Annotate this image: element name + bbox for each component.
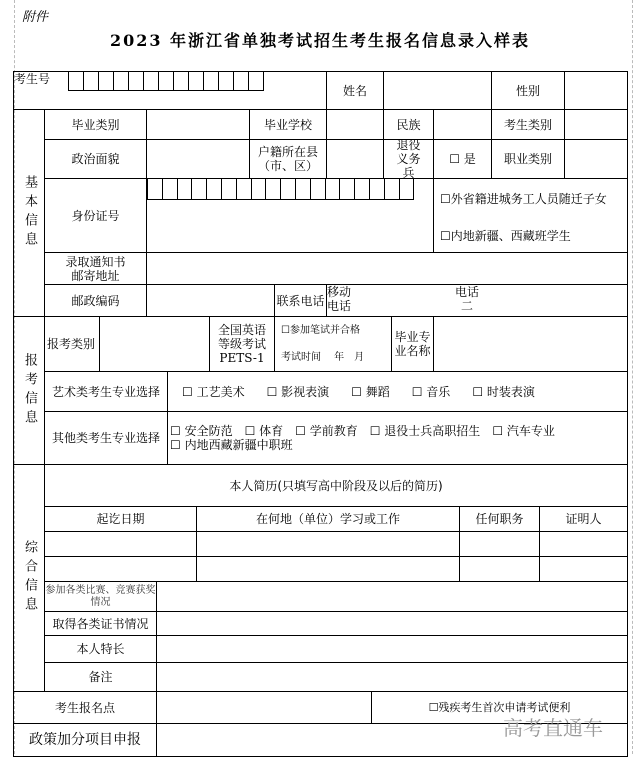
certs-input[interactable] [156, 611, 628, 636]
grad-school-label: 毕业学校 [249, 109, 327, 140]
ethnicity-label: 民族 [383, 109, 434, 140]
id-no-digit-box[interactable] [384, 179, 400, 200]
major-option-checkbox[interactable]: ☐ 退役士兵高职招生 [369, 424, 481, 438]
id-no-digit-box[interactable] [399, 179, 415, 200]
exam-no-digit-box[interactable] [188, 72, 204, 91]
resume-cell[interactable] [539, 556, 628, 582]
major-option-checkbox[interactable]: ☐ 舞蹈 [351, 384, 390, 399]
id-no-digit-box[interactable] [221, 179, 237, 200]
postcode-label: 邮政编码 [44, 284, 147, 317]
grad-school-input[interactable] [326, 109, 384, 140]
category-label: 报考类别 [44, 316, 100, 372]
talent-input[interactable] [156, 635, 628, 663]
political-label: 政治面貌 [44, 139, 147, 179]
id-no-digit-box[interactable] [354, 179, 370, 200]
art-major-label: 艺术类考生专业选择 [44, 371, 168, 412]
exam-no-digit-box[interactable] [158, 72, 174, 91]
art-options [167, 371, 628, 412]
grad-type-input[interactable] [146, 109, 250, 140]
id-no-digit-box[interactable] [206, 179, 222, 200]
xinjiang-tibet-checkbox[interactable]: ☐内地新疆、西藏班学生 [440, 229, 571, 243]
phone2-label: 电话二 [455, 285, 480, 313]
resume-cell[interactable] [459, 531, 540, 557]
gender-label: 性别 [491, 71, 565, 110]
awards-label: 参加各类比赛、竞赛获奖情况 [44, 581, 157, 612]
major-option-checkbox[interactable]: ☐ 汽车专业 [492, 424, 555, 438]
major-label: 毕业专业名称 [391, 316, 434, 372]
resume-cell[interactable] [44, 531, 197, 557]
pets-label: 全国英语等级考试 [217, 323, 266, 351]
id-no-digit-box[interactable] [339, 179, 355, 200]
resume-heading: 本人简历(只填写高中阶段及以后的简历) [44, 464, 628, 507]
other-options [167, 411, 628, 465]
awards-input[interactable] [156, 581, 628, 612]
section-general-info: 综合信息 [13, 464, 45, 692]
exam-no-digit-box[interactable] [113, 72, 129, 91]
political-input[interactable] [146, 139, 250, 179]
resume-cell[interactable] [196, 556, 460, 582]
major-input[interactable] [433, 316, 628, 372]
exam-no-digit-box[interactable] [68, 72, 84, 91]
name-label: 姓名 [326, 71, 384, 110]
watermark: 高考直通车 [503, 716, 603, 740]
exam-no-digit-box[interactable] [173, 72, 189, 91]
major-option-checkbox[interactable]: ☐ 影视表演 [266, 384, 330, 399]
major-option-checkbox[interactable]: ☐ 体育 [244, 424, 284, 438]
candidate-type-label: 考生类别 [491, 109, 565, 140]
grad-type-label: 毕业类别 [44, 109, 147, 140]
resume-cell[interactable] [539, 531, 628, 557]
page-margin-right [632, 0, 633, 754]
ethnicity-input[interactable] [433, 109, 492, 140]
occupation-input[interactable] [564, 139, 628, 179]
certs-label: 取得各类证书情况 [44, 611, 157, 636]
pets-cell [209, 316, 275, 372]
col-witness: 证明人 [539, 506, 628, 532]
id-no-digit-box[interactable] [236, 179, 252, 200]
col-place: 在何地（单位）学习或工作 [196, 506, 460, 532]
remarks-input[interactable] [156, 662, 628, 692]
attachment-label: 附件 [22, 10, 49, 25]
talent-label: 本人特长 [44, 635, 157, 663]
id-no-digit-box[interactable] [251, 179, 267, 200]
major-option-checkbox[interactable]: ☐ 音乐 [411, 384, 451, 399]
veteran-label: 退役义务兵 [383, 139, 434, 179]
major-option-checkbox[interactable]: ☐ 工艺美术 [182, 384, 245, 399]
id-no-digit-box[interactable] [325, 179, 341, 200]
other-major-label: 其他类考生专业选择 [44, 411, 168, 465]
col-position: 任何职务 [459, 506, 540, 532]
site-label: 考生报名点 [13, 691, 157, 724]
exam-no-digit-box[interactable] [248, 72, 264, 91]
page-title: 2023 年浙江省单独考试招生考生报名信息录入样表 [109, 31, 531, 50]
id-no-digit-box[interactable] [162, 179, 178, 200]
mail-address-label: 录取通知书邮寄地址 [44, 252, 147, 285]
remarks-label: 备注 [44, 662, 157, 692]
exam-no-digit-box[interactable] [203, 72, 219, 91]
gender-input[interactable] [564, 71, 628, 110]
policy-label: 政策加分项目申报 [13, 723, 157, 757]
id-no-digit-box[interactable] [295, 179, 311, 200]
col-period: 起讫日期 [44, 506, 197, 532]
id-no-digit-box[interactable] [191, 179, 207, 200]
site-input[interactable] [156, 691, 372, 724]
exam-no-label: 考生号 [14, 72, 51, 86]
id-no-digit-box[interactable] [280, 179, 296, 200]
migrant-child-checkbox[interactable]: ☐外省籍进城务工人员随迁子女 [440, 192, 607, 206]
major-option-checkbox[interactable]: ☐ 学前教育 [295, 424, 358, 438]
major-option-checkbox[interactable]: ☐ 内地西藏新疆中职班 [170, 438, 293, 452]
exam-no-digit-box[interactable] [218, 72, 234, 91]
id-no-digit-box[interactable] [177, 179, 193, 200]
exam-no-digit-box[interactable] [233, 72, 249, 91]
mobile-label: 移动电话 [327, 285, 352, 313]
major-option-checkbox[interactable]: ☐ 时装表演 [472, 384, 535, 399]
household-label: 户籍所在县（市、区） [249, 139, 327, 179]
section-basic-info: 基本信息 [13, 109, 45, 317]
resume-cell[interactable] [459, 556, 540, 582]
disability-checkbox[interactable]: ☐残疾考生首次申请考试便利 [371, 691, 628, 724]
postcode-input[interactable] [146, 284, 275, 317]
household-input[interactable] [326, 139, 384, 179]
id-no-label: 身份证号 [44, 178, 147, 253]
pets-exam-time[interactable]: 考试时间 年 月 [281, 351, 365, 363]
id-no-digit-box[interactable] [265, 179, 281, 200]
pets-pass-checkbox[interactable]: ☐参加笔试并合格 [281, 324, 360, 336]
candidate-type-input[interactable] [564, 109, 628, 140]
mail-address-input[interactable] [146, 252, 628, 285]
resume-cell[interactable] [44, 556, 197, 582]
exam-no-digit-box[interactable] [128, 72, 144, 91]
pets-result-cell [274, 316, 392, 372]
exam-no-digit-box[interactable] [83, 72, 99, 91]
major-option-checkbox[interactable]: ☐ 安全防范 [170, 424, 233, 438]
resume-cell[interactable] [196, 531, 460, 557]
section-apply-info: 报考信息 [13, 316, 45, 465]
id-no-digit-box[interactable] [310, 179, 326, 200]
exam-no-digit-box[interactable] [98, 72, 114, 91]
pets-level: PETS-1 [219, 351, 265, 365]
exam-no-digit-box[interactable] [143, 72, 159, 91]
phone-cell[interactable] [326, 284, 628, 317]
occupation-label: 职业类别 [491, 139, 565, 179]
id-no-digit-box[interactable] [147, 179, 163, 200]
veteran-yes-checkbox[interactable]: ☐ 是 [433, 139, 492, 179]
id-no-digit-box[interactable] [369, 179, 385, 200]
category-input[interactable] [99, 316, 210, 372]
name-input[interactable] [383, 71, 492, 110]
contact-label: 联系电话 [274, 284, 327, 317]
